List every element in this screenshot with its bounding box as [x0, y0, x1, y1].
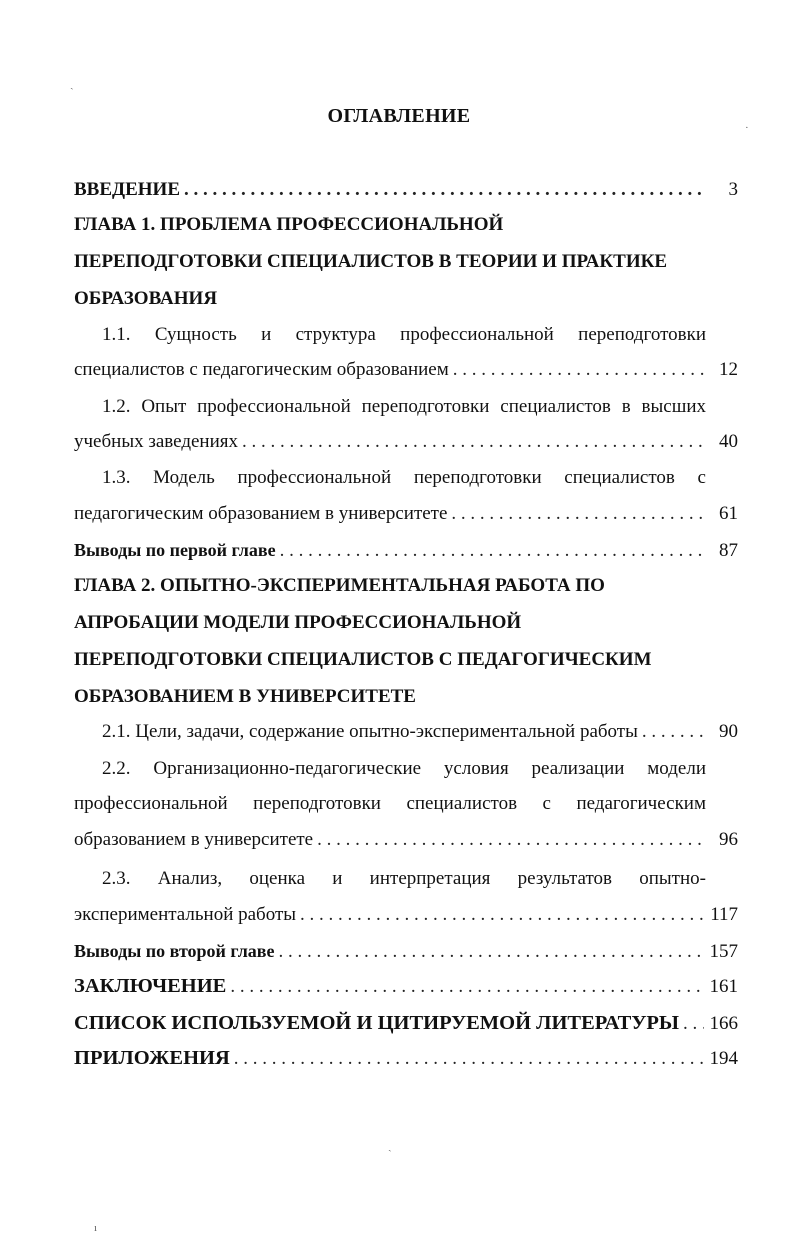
dot-leader	[279, 939, 704, 965]
toc-entry-appendix	[74, 1045, 738, 1072]
chapter-1-title-line-1: ГЛАВА 1. ПРОБЛЕМА ПРОФЕССИОНАЛЬНОЙ	[74, 214, 504, 235]
scan-speck: ˏ	[388, 1140, 392, 1152]
toc-entry-section-1-2	[74, 429, 738, 455]
toc-entry-conclusion	[74, 973, 738, 1000]
dot-leader	[642, 719, 706, 745]
toc-page-number: 194	[709, 1048, 738, 1069]
section-2-2-line-1: 2.2. Организационно-педагогические условия реализации модели	[102, 758, 706, 779]
dot-leader	[300, 902, 704, 928]
chapter-1-title-line-2: ПЕРЕПОДГОТОВКИ СПЕЦИАЛИСТОВ В ТЕОРИИ И ПРАКТИКЕ	[74, 251, 668, 272]
dot-leader	[683, 1011, 703, 1037]
section-2-2-line-2: профессиональной переподготовки специалистов с педагогическим	[74, 793, 706, 814]
page-title: ОГЛАВЛЕНИЕ	[327, 105, 471, 127]
dot-leader	[317, 827, 706, 853]
toc-entry-label: СПИСОК ИСПОЛЬЗУЕМОЙ И ЦИТИРУЕМОЙ ЛИТЕРАТУРЫ	[74, 1012, 680, 1034]
scan-speck: ı	[94, 1222, 98, 1234]
dot-leader	[451, 501, 706, 527]
chapter-2-title-line-4: ОБРАЗОВАНИЕМ В УНИВЕРСИТЕТЕ	[74, 686, 416, 707]
toc-page-number: 90	[719, 721, 738, 742]
chapter-2-title-line-3: ПЕРЕПОДГОТОВКИ СПЕЦИАЛИСТОВ С ПЕДАГОГИЧЕСКИМ	[74, 649, 652, 670]
dot-leader	[280, 538, 706, 564]
toc-page-number: 3	[728, 179, 738, 200]
dot-leader	[184, 177, 706, 203]
toc-entry-section-2-2	[74, 827, 738, 853]
toc-page-number: 161	[709, 976, 738, 997]
toc-entry-label: учебных заведениях	[74, 431, 238, 452]
section-1-3-line-1: 1.3. Модель профессиональной переподготовки специалистов с	[102, 467, 706, 488]
chapter-2-title-line-2: АПРОБАЦИИ МОДЕЛИ ПРОФЕССИОНАЛЬНОЙ	[74, 612, 522, 633]
toc-entry-section-1-3	[74, 501, 738, 527]
toc-entry-label: 2.1. Цели, задачи, содержание опытно-экспериментальной работы	[102, 721, 638, 742]
toc-page-number: 87	[719, 540, 738, 561]
chapter-2-title-line-1: ГЛАВА 2. ОПЫТНО-ЭКСПЕРИМЕНТАЛЬНАЯ РАБОТА ПО	[74, 575, 605, 596]
toc-entry-label: специалистов с педагогическим образованием	[74, 359, 449, 380]
chapter-1-title-line-3: ОБРАЗОВАНИЯ	[74, 288, 218, 309]
toc-entry-section-2-1	[102, 719, 738, 745]
toc-entry-label: Выводы по второй главе	[74, 941, 275, 961]
scan-speck: ·	[745, 122, 749, 134]
toc-page-number: 96	[719, 829, 738, 850]
toc-page-number: 117	[710, 904, 738, 925]
toc-entry-label: экспериментальной работы	[74, 904, 297, 925]
dot-leader	[453, 357, 706, 383]
toc-page-number: 12	[719, 359, 738, 380]
toc-entry-label: образованием в университете	[74, 829, 314, 850]
toc-entry-label: ЗАКЛЮЧЕНИЕ	[74, 975, 227, 997]
section-2-3-line-1: 2.3. Анализ, оценка и интерпретация результатов опытно-	[102, 868, 706, 889]
toc-entry-references	[74, 1010, 738, 1037]
toc-entry-section-1-1	[74, 357, 738, 383]
toc-page-number: 157	[709, 941, 738, 962]
section-1-2-line-1: 1.2. Опыт профессиональной переподготовки специалистов в высших	[102, 396, 706, 417]
toc-entry-conclusions-1	[74, 537, 738, 564]
toc-entry-section-2-3	[74, 902, 738, 928]
toc-entry-label: педагогическим образованием в университете	[74, 503, 448, 524]
scan-speck: ˏ	[70, 78, 74, 90]
toc-page-number: 40	[719, 431, 738, 452]
dot-leader	[230, 974, 703, 1000]
toc-page-number: 61	[719, 503, 738, 524]
toc-entry-conclusions-2	[74, 938, 738, 965]
section-1-1-line-1: 1.1. Сущность и структура профессиональной переподготовки	[102, 324, 706, 345]
dot-leader	[242, 429, 706, 455]
toc-entry-label: Выводы по первой главе	[74, 540, 276, 560]
toc-page-number: 166	[709, 1013, 738, 1034]
toc-entry-label: ВВЕДЕНИЕ	[74, 179, 180, 200]
toc-entry-intro	[74, 177, 738, 203]
toc-entry-label: ПРИЛОЖЕНИЯ	[74, 1047, 230, 1069]
dot-leader	[234, 1046, 704, 1072]
